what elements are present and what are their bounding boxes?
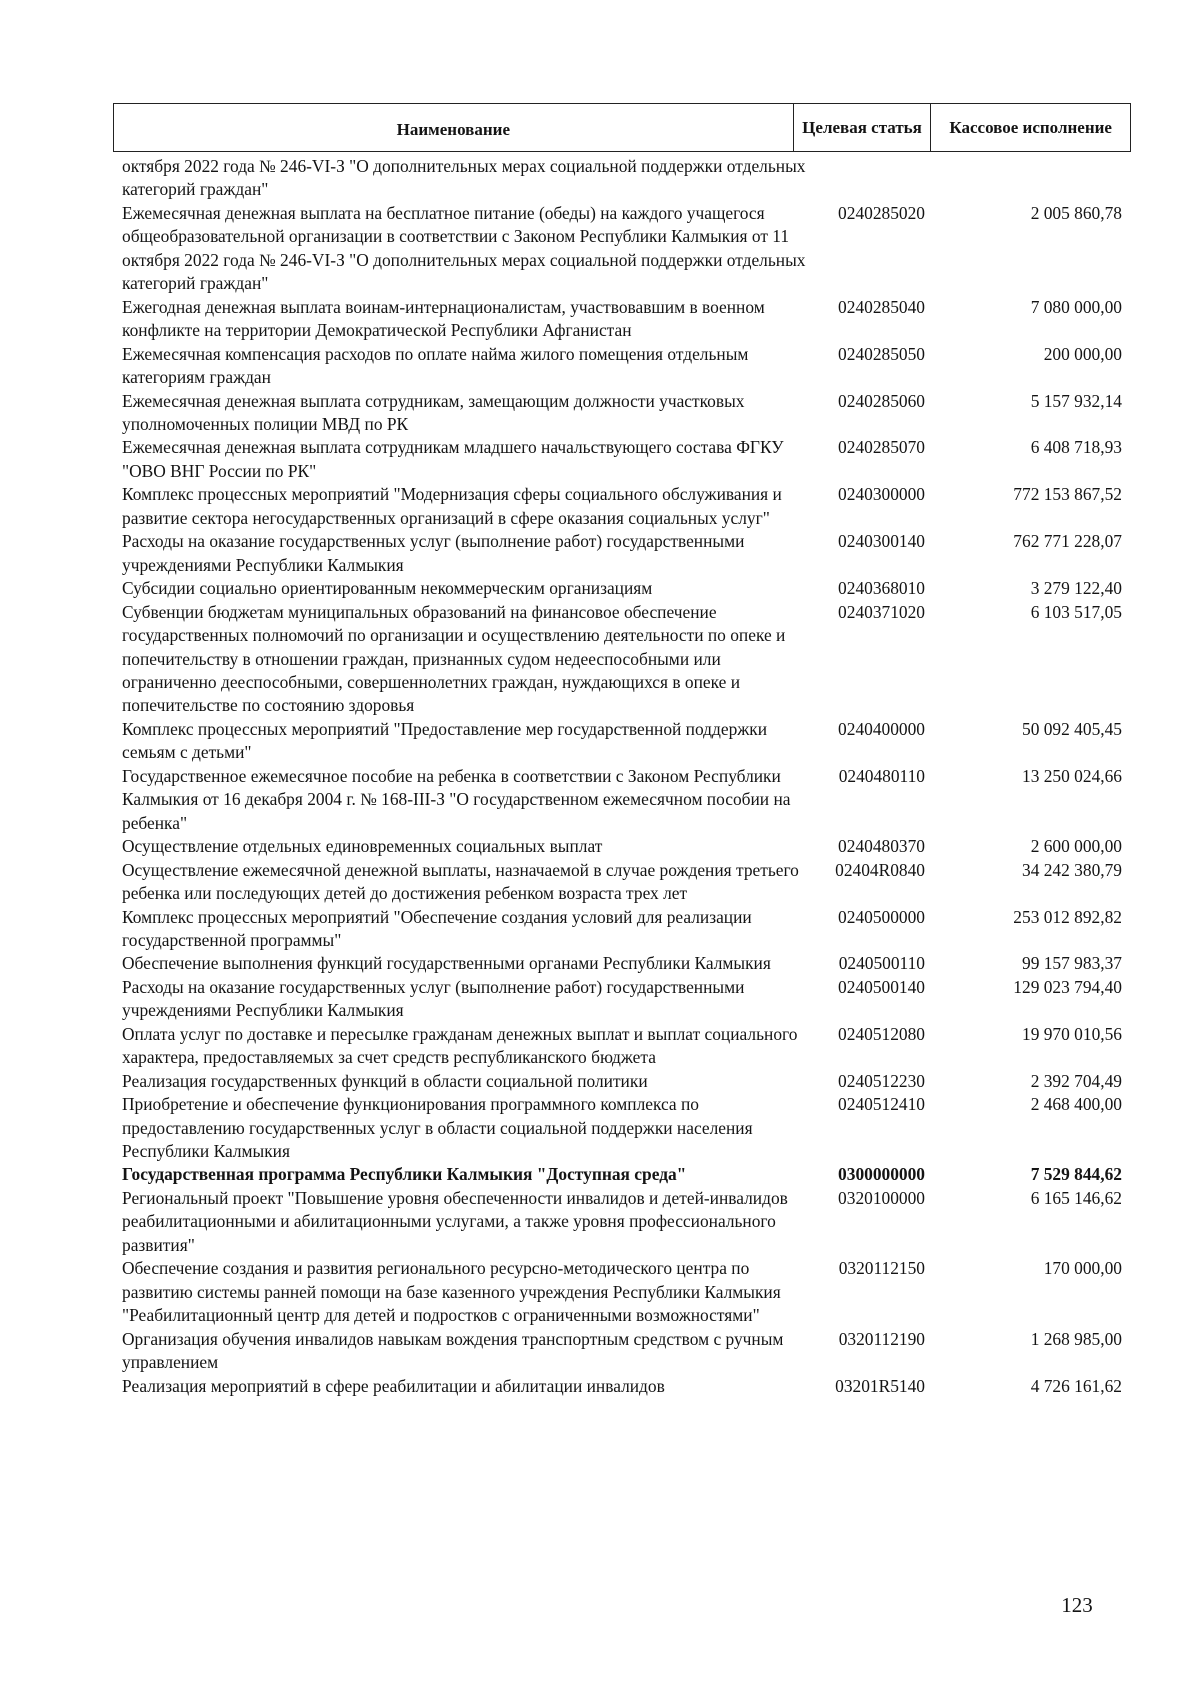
table-row [122,765,1122,835]
table-row [122,859,1122,906]
row-target-article: 0240500140 [838,976,925,997]
row-target-article: 0240368010 [838,578,925,599]
row-name: Расходы на оказание государственных услуг (выполнение работ) государственными учреждениями Республики Калмыкия [122,531,745,575]
table-row [122,718,1122,765]
row-name: Региональный проект "Повышение уровня обеспеченности инвалидов и детей-инвалидов реабилитационными и абилитационными услугами, а также уровня профессионального развития" [122,1187,788,1255]
row-name: Ежемесячная денежная выплата сотрудникам младшего начальствующего состава ФГКУ "ОВО ВНГ России по РК" [122,437,784,481]
row-name: Ежемесячная денежная выплата на бесплатное питание (обеды) на каждого учащегося общеобразовательной организации в соответствии с Законом Республики Калмыкия от 11 октября 2022 года № 246-VI-З "О дополнительных мерах социальной поддержки отдельных категорий граждан" [122,202,806,294]
row-amount: 772 153 867,52 [1013,484,1122,505]
row-target-article: 0240500000 [838,906,925,927]
table-row [122,577,1122,600]
row-amount: 6 103 517,05 [1030,601,1122,622]
table-row [122,1093,1122,1163]
row-target-article: 0240400000 [838,718,925,739]
row-name: Комплекс процессных мероприятий "Модернизация сферы социального обслуживания и развитие сектора негосударственных организаций в сфере оказания социальных услуг" [122,484,782,528]
table-row [122,1187,1122,1257]
row-name: Осуществление ежемесячной денежной выплаты, назначаемой в случае рождения третьего ребенка или последующих детей до достижения ребенком возраста трех лет [122,859,799,904]
row-name: Организация обучения инвалидов навыкам вождения транспортным средством с ручным управлением [122,1328,784,1373]
row-target-article: 0240300000 [838,484,925,505]
row-target-article [813,155,930,202]
header-cash-execution: Кассовое исполнение [949,118,1112,137]
row-target-article: 0240285070 [838,437,925,458]
row-target-article: 0240480370 [838,836,925,857]
table-row [122,483,1122,530]
row-amount: 2 392 704,49 [1030,1070,1122,1091]
table-row [122,202,1122,296]
row-name: Реализация государственных функций в области социальной политики [122,1070,648,1091]
row-target-article: 0240512410 [838,1094,925,1115]
table-row [122,1328,1122,1375]
row-target-article: 0300000000 [838,1164,925,1185]
row-name: Государственная программа Республики Калмыкия "Доступная среда" [122,1164,687,1185]
table-row [122,601,1122,718]
row-amount: 2 468 400,00 [1030,1094,1122,1115]
row-target-article: 0240285060 [838,390,925,411]
table-row [122,906,1122,953]
table-row [122,952,1122,975]
row-name: Ежемесячная денежная выплата сотрудникам, замещающим должности участковых уполномоченных полиции МВД по РК [122,390,745,434]
table-row [122,1163,1122,1186]
row-amount: 1 268 985,00 [1030,1328,1122,1349]
table-row [122,976,1122,1023]
table-row [122,296,1122,343]
row-target-article: 0320112150 [838,1258,925,1279]
row-amount: 7 080 000,00 [1030,296,1122,317]
row-target-article: 0240285020 [838,202,925,223]
row-target-article: 0240512230 [838,1070,925,1091]
row-name: Расходы на оказание государственных услуг (выполнение работ) государственными учреждениями Республики Калмыкия [122,976,745,1021]
row-target-article: 0240512080 [838,1023,925,1044]
row-target-article: 02404R0840 [835,859,925,880]
table-row [122,343,1122,390]
row-amount: 762 771 228,07 [1013,531,1122,552]
row-name: Комплекс процессных мероприятий "Обеспечение создания условий для реализации государственной программы" [122,906,752,950]
row-name: Оплата услуг по доставке и пересылке гражданам денежных выплат и выплат социального характера, предоставляемых за счет средств республиканского бюджета [122,1023,798,1068]
row-amount: 6 165 146,62 [1030,1187,1122,1208]
row-target-article: 0240300140 [838,531,925,552]
row-name: Государственное ежемесячное пособие на ребенка в соответствии с Законом Республики Калмыкия от 16 декабря 2004 г. № 168-III-З "О государственном ежемесячном пособии на ребенка" [122,765,791,833]
table-row [122,155,1122,202]
row-amount: 5 157 932,14 [1030,390,1122,411]
header-target-article: Целевая статья [794,104,932,151]
row-target-article: 0320112190 [838,1328,925,1349]
row-target-article: 0240285050 [838,343,925,364]
row-name: Комплекс процессных мероприятий "Предоставление мер государственной поддержки семьям с детьми" [122,718,768,763]
row-name: Реализация мероприятий в сфере реабилитации и абилитации инвалидов [122,1375,665,1396]
row-amount: 34 242 380,79 [1022,859,1122,880]
row-target-article: 0320100000 [838,1187,925,1208]
row-amount: 13 250 024,66 [1022,765,1122,786]
row-name: октября 2022 года № 246-VI-З "О дополнительных мерах социальной поддержки отдельных категорий граждан" [122,156,806,200]
row-amount: 200 000,00 [1043,343,1122,364]
row-amount: 253 012 892,82 [1013,906,1122,927]
row-target-article: 0240285040 [838,296,925,317]
table-row [122,835,1122,858]
table-row [122,1070,1122,1093]
row-target-article: 0240500110 [838,953,925,974]
row-target-article: 0240480110 [838,765,925,786]
row-amount: 4 726 161,62 [1030,1375,1122,1396]
row-name: Приобретение и обеспечение функционирования программного комплекса по предоставлению государственных услуг в области социальной поддержки населения Республики Калмыкия [122,1094,753,1162]
row-amount: 6 408 718,93 [1030,437,1122,458]
row-amount: 170 000,00 [1043,1258,1122,1279]
row-amount: 19 970 010,56 [1022,1023,1122,1044]
table-row [122,1257,1122,1327]
row-name: Субсидии социально ориентированным некоммерческим организациям [122,578,653,599]
row-name: Обеспечение выполнения функций государственными органами Республики Калмыкия [122,953,771,974]
row-name: Обеспечение создания и развития регионального ресурсно-методического центра по развитию системы ранней помощи на базе казенного учреждения Республики Калмыкия "Реабилитационный центр для детей и подростков с ограниченными возможностями" [122,1258,781,1326]
page-number: 123 [1061,1593,1093,1617]
row-name: Осуществление отдельных единовременных социальных выплат [122,836,603,857]
row-amount: 50 092 405,45 [1022,718,1122,739]
row-amount: 3 279 122,40 [1030,578,1122,599]
table-header [113,103,1131,152]
header-name: Наименование [114,104,794,151]
row-name: Ежегодная денежная выплата воинам-интернационалистам, участвовавшим в военном конфликте на территории Демократической Республики Афганистан [122,296,765,341]
row-name: Ежемесячная компенсация расходов по оплате найма жилого помещения отдельным категориям граждан [122,343,749,388]
table-row [122,1375,1122,1398]
row-amount: 129 023 794,40 [1013,976,1122,997]
row-amount: 99 157 983,37 [1022,953,1122,974]
row-name: Субвенции бюджетам муниципальных образований на финансовое обеспечение государственных полномочий по организации и осуществлению деятельности по опеке и попечительству в отношении граждан, признанных судом недееспособными или ограниченно дееспособными, совершеннолетних граждан, нуждающихся в опеке и попечительстве по состоянию здоровья [122,601,786,716]
table-body [122,155,1122,1398]
table-row [122,436,1122,483]
table-row [122,1023,1122,1070]
row-target-article: 0240371020 [838,601,925,622]
row-amount: 2 600 000,00 [1030,836,1122,857]
row-target-article: 03201R5140 [835,1375,925,1396]
row-amount: 7 529 844,62 [1030,1164,1122,1185]
table-row [122,530,1122,577]
row-amount: 2 005 860,78 [1030,202,1122,223]
row-amount [930,155,1122,202]
table-row [122,390,1122,437]
